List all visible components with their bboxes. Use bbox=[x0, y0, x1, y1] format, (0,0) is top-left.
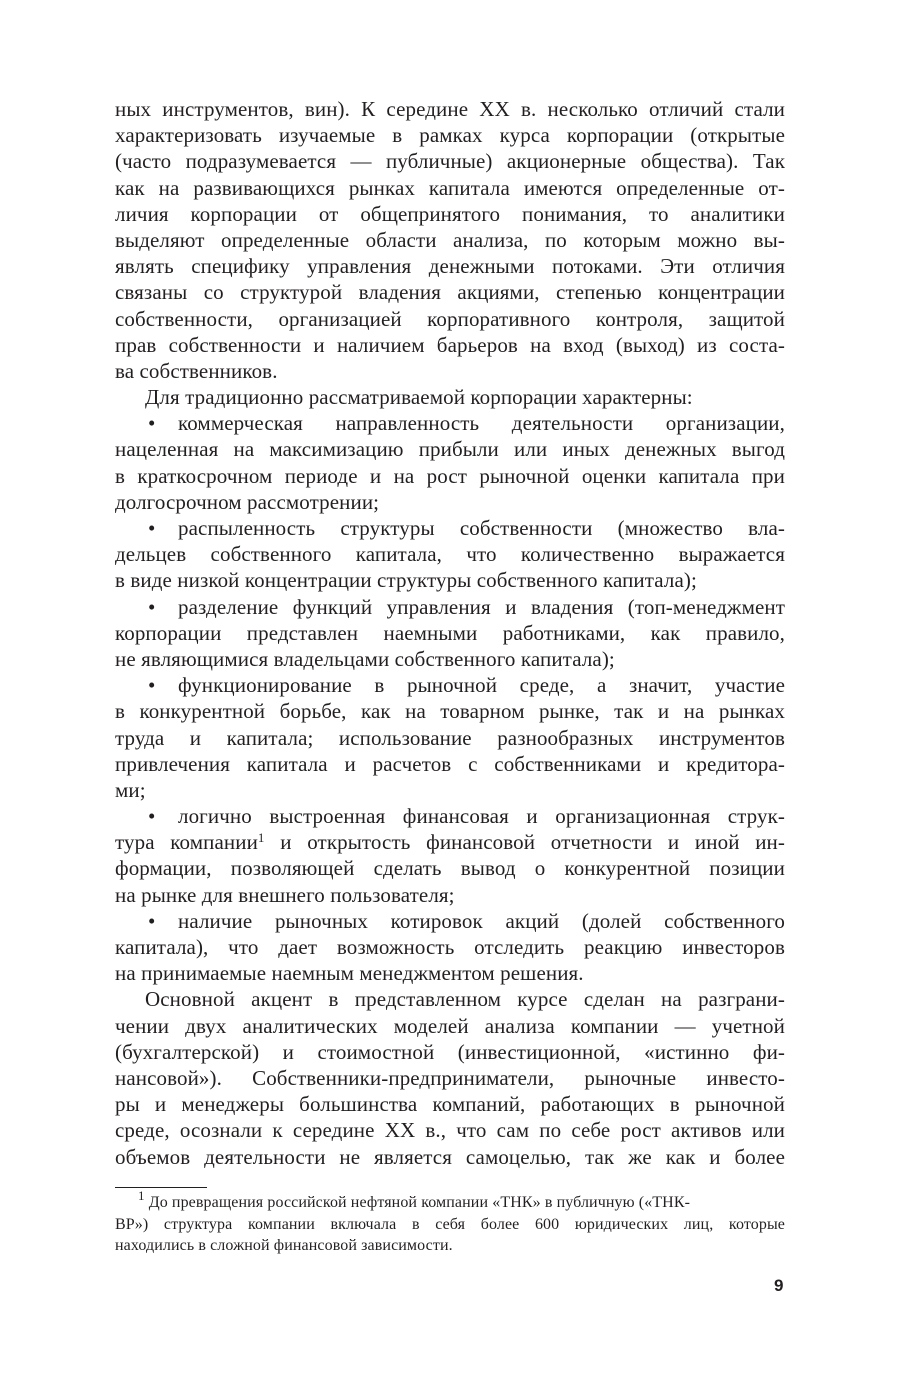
footnote-line: находились в сложной финансовой зависимости. bbox=[115, 1237, 453, 1254]
page-number: 9 bbox=[774, 1276, 784, 1295]
text-run: разделение функций управления и владения (топ-менеджмент bbox=[178, 594, 785, 619]
text-line bbox=[115, 279, 785, 305]
text-run: тура компании bbox=[115, 830, 258, 855]
text-run: коммерческая направленность деятельности организации, bbox=[178, 411, 785, 436]
text-line bbox=[115, 855, 785, 881]
bullet-item bbox=[115, 410, 785, 515]
text-run: ных инструментов, вин). К середине XX в. несколько отличий стали bbox=[115, 97, 785, 121]
bullet-item bbox=[115, 908, 785, 987]
text-line bbox=[115, 436, 785, 462]
text-line bbox=[115, 1117, 785, 1143]
bullet-item bbox=[115, 594, 785, 673]
text-line bbox=[115, 201, 785, 227]
text-run: капитала), что дает возможность отследить реакцию инвесторов bbox=[115, 935, 785, 959]
text-line bbox=[115, 1065, 785, 1091]
body-text bbox=[115, 96, 785, 1170]
text-run: формации, позволяющей сделать вывод о конкурентной позиции bbox=[115, 856, 785, 881]
text-run: выделяют определенные области анализа, по которым можно вы- bbox=[115, 227, 785, 252]
footnote-reference[interactable]: 1 bbox=[257, 830, 265, 846]
bullet-marker: • bbox=[148, 516, 156, 540]
text-run: чении двух аналитических моделей анализа компании — учетной bbox=[115, 1013, 785, 1038]
text-line bbox=[115, 1091, 785, 1117]
bullet-marker: • bbox=[148, 908, 156, 933]
text-run: личия корпорации от общепринятого понимания, то аналитики bbox=[115, 201, 785, 226]
text-line bbox=[115, 829, 785, 855]
text-run: наличие рыночных котировок акций (долей собственного bbox=[178, 908, 785, 933]
text-line bbox=[115, 777, 785, 803]
text-line bbox=[115, 646, 785, 672]
text-line bbox=[115, 986, 785, 1012]
text-run: связаны со структурой владения акциями, степенью концентрации bbox=[115, 280, 785, 305]
text-run: логично выстроенная финансовая и организационная струк- bbox=[178, 804, 785, 829]
text-run: Для традиционно рассматриваемой корпорации характерны: bbox=[145, 385, 693, 410]
bullet-item bbox=[115, 672, 785, 803]
bullet-item bbox=[115, 803, 785, 908]
footnote-text: До превращения российской нефтяной компании «ТНК» в публичную («ТНК- bbox=[144, 1194, 691, 1211]
paragraph bbox=[115, 96, 785, 384]
text-run: труда и капитала; использование разнообразных инструментов bbox=[115, 725, 785, 750]
text-line bbox=[115, 908, 785, 934]
text-run: на рынке для внешнего пользователя; bbox=[115, 882, 455, 907]
text-line bbox=[115, 384, 785, 410]
text-run: в конкурентной борьбе, как на товарном рынке, так и на рынках bbox=[115, 699, 785, 724]
text-line bbox=[115, 698, 785, 724]
text-line bbox=[115, 358, 785, 384]
text-run: функционирование в рыночной среде, а значит, участие bbox=[178, 673, 785, 698]
text-run: (часто подразумевается — публичные) акционерные общества). Так bbox=[115, 149, 785, 174]
text-run: и открытость финансовой отчетности и иной ин- bbox=[264, 830, 785, 855]
text-line bbox=[115, 1013, 785, 1039]
text-line bbox=[115, 882, 785, 908]
text-line bbox=[115, 960, 785, 986]
text-run: являть специфику управления денежными потоками. Эти отличия bbox=[115, 254, 785, 279]
text-run: среде, осознали к середине XX в., что сам по себе рост активов или bbox=[115, 1118, 785, 1143]
text-line bbox=[115, 1039, 785, 1065]
text-run: (бухгалтерской) и стоимостной (инвестиционной, «истинно фи- bbox=[115, 1039, 785, 1064]
text-line bbox=[115, 751, 785, 777]
text-run: характеризовать изучаемые в рамках курса корпорации (открытые bbox=[115, 123, 785, 148]
text-line bbox=[115, 803, 785, 829]
text-run: в краткосрочном периоде и на рост рыночной оценки капитала при bbox=[115, 463, 785, 488]
text-run: ры и менеджеры большинства компаний, работающих в рыночной bbox=[115, 1092, 785, 1117]
text-line bbox=[115, 515, 785, 541]
text-line bbox=[115, 332, 785, 358]
text-line bbox=[115, 489, 785, 515]
text-line bbox=[115, 594, 785, 620]
footnote bbox=[115, 1188, 785, 1257]
text-line bbox=[115, 934, 785, 960]
footnote-line bbox=[115, 1188, 785, 1214]
bullet-item bbox=[115, 515, 785, 594]
bullet-marker: • bbox=[148, 594, 156, 619]
text-line bbox=[115, 306, 785, 332]
footnote-divider bbox=[115, 1187, 207, 1188]
text-line bbox=[115, 620, 785, 646]
text-line bbox=[115, 1144, 785, 1170]
text-run: объемов деятельности не является самоцелью, так же как и более bbox=[115, 1144, 785, 1169]
text-run: не являющимися владельцами собственного капитала); bbox=[115, 646, 615, 671]
text-line bbox=[115, 672, 785, 698]
text-run: корпорации представлен наемными работниками, как правило, bbox=[115, 620, 785, 645]
paragraph bbox=[115, 986, 785, 1169]
text-line bbox=[115, 725, 785, 751]
text-run: как на развивающихся рынках капитала имеются определенные от- bbox=[115, 175, 785, 200]
bullet-marker: • bbox=[148, 673, 156, 698]
text-run: распыленность структуры собственности (множество вла- bbox=[178, 516, 785, 540]
text-line bbox=[115, 463, 785, 489]
paragraph bbox=[115, 384, 785, 410]
text-run: Основной акцент в представленном курсе сделан на разграни- bbox=[145, 987, 785, 1012]
text-line bbox=[115, 227, 785, 253]
text-run: долгосрочном рассмотрении; bbox=[115, 489, 380, 514]
text-run: нацеленная на максимизацию прибыли или иных денежных выгод bbox=[115, 437, 785, 462]
text-line bbox=[115, 410, 785, 436]
text-run: привлечения капитала и расчетов с собственниками и кредитора- bbox=[115, 751, 785, 776]
text-line bbox=[115, 567, 785, 593]
text-line bbox=[115, 122, 785, 148]
bullet-marker: • bbox=[148, 411, 156, 436]
text-line bbox=[115, 175, 785, 201]
text-run: ва собственников. bbox=[115, 358, 278, 383]
text-run: на принимаемые наемным менеджментом решения. bbox=[115, 961, 584, 986]
text-run: собственности, организацией корпоративного контроля, защитой bbox=[115, 306, 785, 331]
text-run: ми; bbox=[115, 777, 146, 802]
text-run: прав собственности и наличием барьеров на вход (выход) из соста- bbox=[115, 332, 785, 357]
text-line bbox=[115, 148, 785, 174]
text-line bbox=[115, 541, 785, 567]
text-run: нансовой»). Собственники-предприниматели, рыночные инвесто- bbox=[115, 1065, 785, 1090]
footnote-marker: 1 bbox=[138, 1188, 145, 1203]
bullet-marker: • bbox=[148, 804, 156, 829]
text-line bbox=[115, 253, 785, 279]
footnote-line: BP») структура компании включала в себя более 600 юридических лиц, которые bbox=[115, 1215, 785, 1233]
text-run: дельцев собственного капитала, что количественно выражается bbox=[115, 542, 785, 567]
text-run: в виде низкой концентрации структуры собственного капитала); bbox=[115, 568, 697, 593]
text-line bbox=[115, 96, 785, 122]
